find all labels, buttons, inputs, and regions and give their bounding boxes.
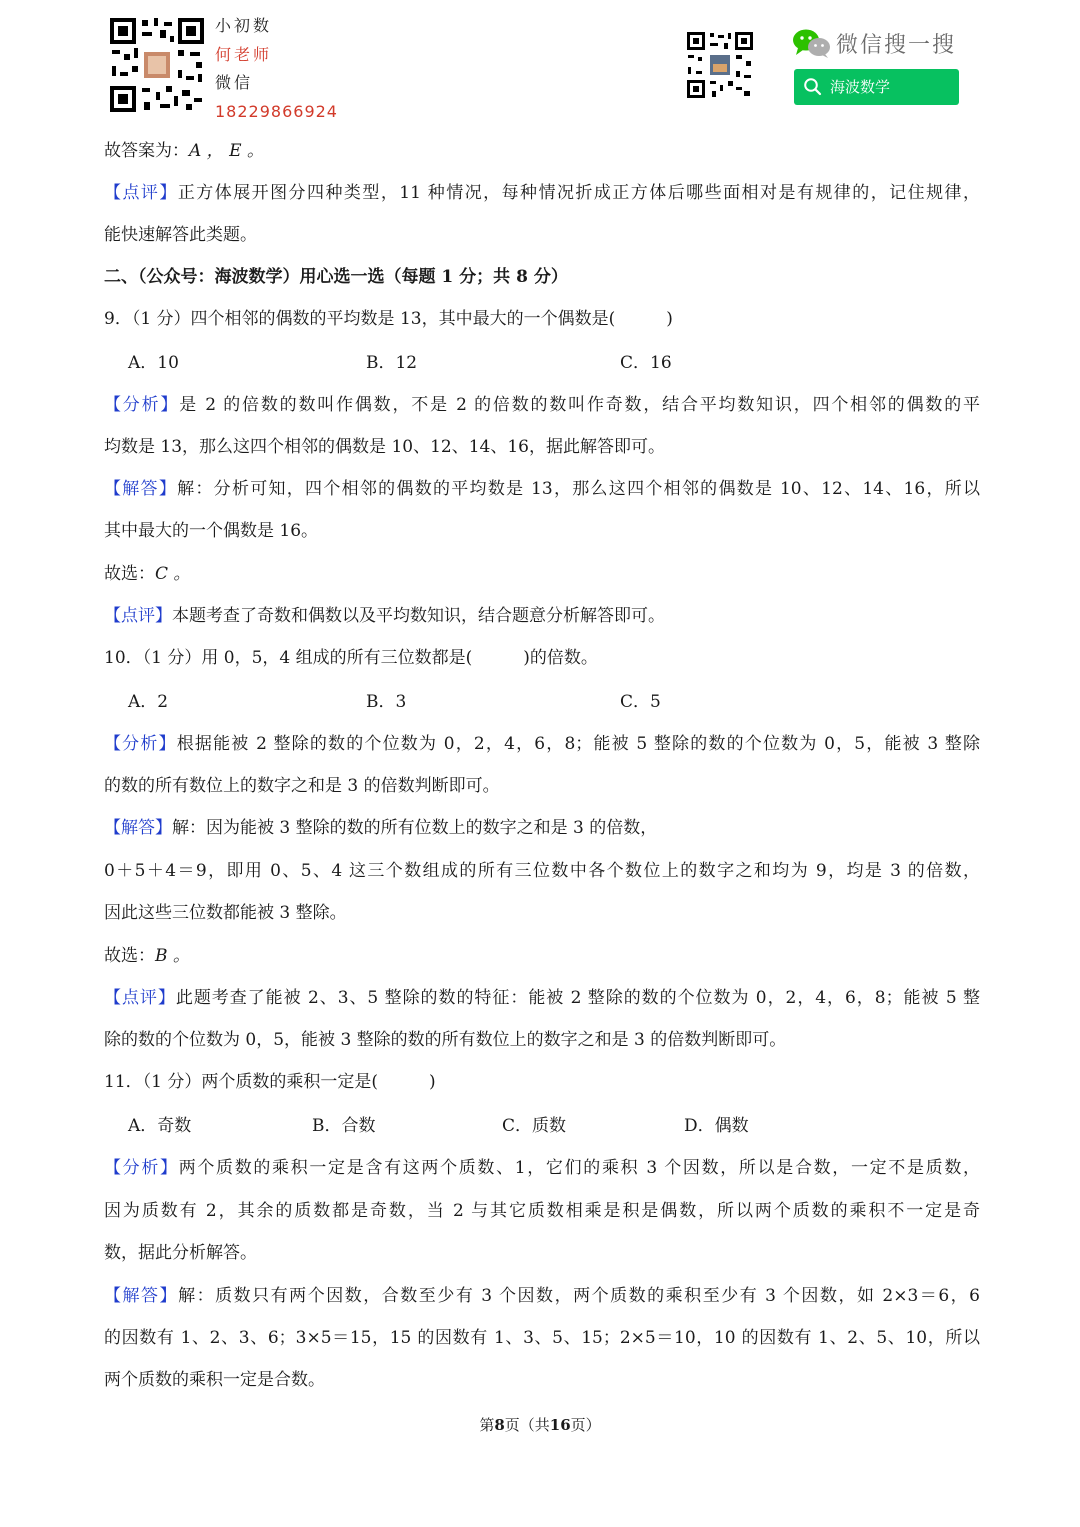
- review-text: 正方体展开图分四种类型，11 种情况，每种情况折成正方体后哪些面相对是有规律的，记住规律，: [177, 183, 980, 203]
- review-tag: 【点评】: [104, 606, 172, 626]
- note-line-1: 小初数: [215, 16, 273, 35]
- contact-qr-code[interactable]: [108, 16, 206, 114]
- teacher-contact-note: [215, 12, 338, 126]
- wechat-icon: [792, 28, 832, 58]
- analysis-text: 根据能被 2 整除的数的个位数为 0，2，4，6，8；能被 5 整除的数的个位数为 0，5，能被 3 整除: [176, 734, 981, 754]
- review-tag: 【点评】: [104, 988, 176, 1008]
- q10-review-2: 除的数的个位数为 0，5，能被 3 整除的数的所有数位上的数字之和是 3 的倍数判断即可。: [104, 1030, 787, 1050]
- option-c: C．16: [620, 353, 672, 373]
- solution-text: 解：因为能被 3 整除的数的所有位数上的数字之和是 3 的倍数，: [172, 818, 658, 838]
- wechat-brand-text: 微信搜一搜: [836, 33, 957, 58]
- solution-text: 解：质数只有两个因数，合数至少有 3 个因数，两个质数的乘积至少有 3 个因数，如 2×3＝6，6: [178, 1286, 980, 1306]
- q10-solution-3: 因此这些三位数都能被 3 整除。: [104, 903, 347, 923]
- solution-text: 解：分析可知，四个相邻的偶数的平均数是 13，那么这四个相邻的偶数是 10、12、14、16，所以: [177, 479, 980, 499]
- choice-label: 故选：: [104, 564, 155, 584]
- q10-analysis-2: 的数的所有数位上的数字之和是 3 的倍数判断即可。: [104, 776, 500, 796]
- review-text: 此题考查了能被 2、3、5 整除的数的特征：能被 2 整除的数的个位数为 0，2，4，6，8；能被 5 整: [175, 988, 981, 1008]
- q9-review: [104, 601, 980, 631]
- footer-mid: 页（共: [504, 1416, 550, 1434]
- option-b: B．12: [366, 353, 418, 373]
- question-10: 10．（1 分）用 0，5，4 组成的所有三位数都是( )的倍数。: [104, 648, 598, 668]
- q9-solution-1: [104, 474, 980, 504]
- q11-analysis-2: 因为质数有 2，其余的质数都是奇数，当 2 与其它质数相乘是积是偶数，所以两个质数的乘积不一定是奇: [104, 1201, 980, 1221]
- q9-analysis-2: 均数是 13，那么这四个相邻的偶数是 10、12、14、16，据此解答即可。: [104, 437, 665, 457]
- option-a: A．10: [128, 353, 179, 373]
- q9-solution-2: 其中最大的一个偶数是 16。: [104, 521, 319, 541]
- choice-value: B 。: [155, 946, 190, 966]
- note-line-2: 何老师: [215, 44, 273, 64]
- qr-code-icon: [686, 31, 754, 99]
- page-header: [0, 0, 1080, 125]
- question-9: 9．（1 分）四个相邻的偶数的平均数是 13，其中最大的一个偶数是( ): [104, 309, 673, 329]
- wechat-search-button[interactable]: [794, 69, 959, 105]
- analysis-tag: 【分析】: [104, 734, 177, 754]
- search-icon: [803, 77, 823, 97]
- search-label: 海波数学: [830, 78, 891, 96]
- option-b: B．3: [366, 692, 407, 712]
- page-number: 8: [494, 1416, 505, 1434]
- qr-code-icon: [108, 16, 206, 114]
- q9-analysis-1: [104, 390, 980, 420]
- footer-post: 页）: [570, 1416, 601, 1434]
- q10-choice: [104, 941, 980, 971]
- section-title: 二、（公众号：海波数学）用心选一选（每题 1 分；共 8 分）: [104, 267, 568, 287]
- q10-analysis-1: [104, 729, 980, 759]
- q9-choice: [104, 559, 980, 589]
- review-text: 本题考查了奇数和偶数以及平均数知识，结合题意分析解答即可。: [172, 606, 665, 626]
- analysis-tag: 【分析】: [104, 1158, 179, 1178]
- answer-value: A ， E 。: [189, 141, 264, 161]
- option-a: A．奇数: [128, 1116, 192, 1136]
- q10-solution-2: 0＋5＋4＝9，即用 0、5、4 这三个数组成的所有三位数中各个数位上的数字之和均为 9，均是 3 的倍数，: [104, 861, 980, 881]
- note-phone: 18229866924: [215, 101, 338, 121]
- total-pages: 16: [549, 1416, 571, 1434]
- choice-value: C 。: [155, 564, 191, 584]
- option-b: B．合数: [312, 1116, 376, 1136]
- q11-solution-2: 的因数有 1、2、3、6；3×5＝15，15 的因数有 1、3、5、15；2×5＝10，10 的因数有 1、2、5、10，所以: [104, 1328, 980, 1348]
- answer-label: 故答案为：: [104, 141, 189, 161]
- q10-solution-1: [104, 813, 980, 843]
- prev-review-line-2: 能快速解答此类题。: [104, 225, 257, 245]
- option-d: D．偶数: [684, 1116, 749, 1136]
- wechat-search-logo: [792, 28, 962, 60]
- note-line-3: 微信: [215, 73, 254, 92]
- page-footer: [0, 1414, 1080, 1435]
- prev-answer-line: [104, 136, 980, 166]
- choice-label: 故选：: [104, 946, 155, 966]
- solution-tag: 【解答】: [104, 818, 172, 838]
- prev-review-line-1: [104, 178, 980, 208]
- solution-tag: 【解答】: [104, 479, 178, 499]
- analysis-text: 是 2 的倍数的数叫作偶数，不是 2 的倍数的数叫作奇数，结合平均数知识，四个相邻的偶数的平: [179, 395, 981, 415]
- question-11-options: [104, 1111, 980, 1141]
- question-9-options: [104, 348, 980, 378]
- q11-analysis-3: 数，据此分析解答。: [104, 1243, 257, 1263]
- footer-pre: 第: [479, 1416, 495, 1434]
- option-a: A．2: [128, 692, 169, 712]
- q11-solution-3: 两个质数的乘积一定是合数。: [104, 1370, 325, 1390]
- option-c: C．质数: [502, 1116, 567, 1136]
- review-tag: 【点评】: [104, 183, 178, 203]
- q11-solution-1: [104, 1281, 980, 1311]
- q10-review-1: [104, 983, 980, 1013]
- q11-analysis-1: [104, 1153, 980, 1183]
- wechat-qr-code[interactable]: [686, 31, 754, 99]
- solution-tag: 【解答】: [104, 1286, 179, 1306]
- analysis-tag: 【分析】: [104, 395, 180, 415]
- analysis-text: 两个质数的乘积一定是含有这两个质数、1，它们的乘积 3 个因数，所以是合数，一定不是质数，: [178, 1158, 980, 1178]
- question-11: 11．（1 分）两个质数的乘积一定是( ): [104, 1072, 436, 1092]
- option-c: C．5: [620, 692, 661, 712]
- question-10-options: [104, 687, 980, 717]
